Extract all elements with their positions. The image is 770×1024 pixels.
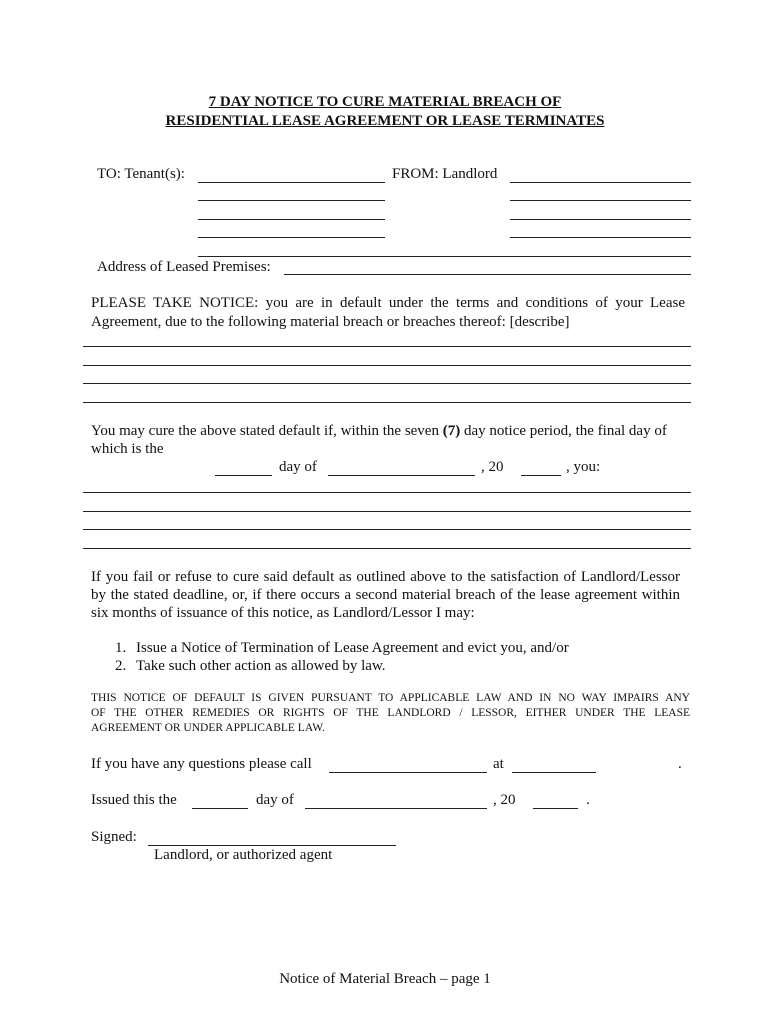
breach-description-line-1[interactable]	[83, 346, 691, 347]
cure-day-field[interactable]	[215, 475, 272, 476]
breach-description-line-2[interactable]	[83, 365, 691, 366]
signature-label: Signed:	[91, 829, 137, 845]
landlord-name-field-4[interactable]	[510, 237, 691, 238]
cure-year-field[interactable]	[521, 475, 561, 476]
landlord-name-field-3[interactable]	[510, 219, 691, 220]
issued-year-field[interactable]	[533, 808, 578, 809]
issued-year-prefix: , 20	[493, 792, 516, 808]
page-footer: Notice of Material Breach – page 1	[279, 971, 491, 987]
tenant-name-field-1[interactable]	[198, 182, 385, 183]
cure-line-2: which is the	[91, 441, 164, 457]
contact-at-label: at	[493, 756, 504, 772]
cure-line-1-suffix: day notice period, the final day of	[460, 423, 667, 439]
failure-line-1: If you fail or refuse to cure said default as outlined above to the satisfaction of Landlord/Lessor	[91, 569, 680, 585]
document-title-line-1: 7 DAY NOTICE TO CURE MATERIAL BREACH OF	[208, 94, 562, 110]
tenant-name-field-2[interactable]	[198, 200, 385, 201]
issued-label: Issued this the	[91, 792, 177, 808]
cure-days-count: (7)	[442, 423, 461, 439]
breach-description-line-4[interactable]	[83, 402, 691, 403]
notice-line-1: PLEASE TAKE NOTICE: you are in default under the terms and conditions of your Lease	[91, 295, 685, 311]
cure-actions-line-1[interactable]	[83, 492, 691, 493]
cure-actions-line-2[interactable]	[83, 511, 691, 512]
tenant-name-field-4[interactable]	[198, 237, 385, 238]
contact-label: If you have any questions please call	[91, 756, 312, 772]
cure-month-field[interactable]	[328, 475, 475, 476]
premises-label: Address of Leased Premises:	[97, 259, 271, 275]
issued-month-field[interactable]	[305, 808, 487, 809]
contact-phone-field[interactable]	[512, 772, 596, 773]
option-1-number: 1.	[115, 640, 127, 656]
issued-day-field[interactable]	[192, 808, 248, 809]
option-2-text: Take such other action as allowed by law.	[136, 658, 386, 674]
failure-line-2: by the stated deadline, or, if there occurs a second material breach of the lease agreement within	[91, 587, 680, 603]
disclaimer-line-1: THIS NOTICE OF DEFAULT IS GIVEN PURSUANT TO APPLICABLE LAW AND IN NO WAY IMPAIRS ANY	[91, 692, 690, 704]
failure-line-3: six months of issuance of this notice, as Landlord/Lessor I may:	[91, 605, 475, 621]
cure-year-prefix: , 20	[481, 459, 504, 475]
option-2-number: 2.	[115, 658, 127, 674]
tenant-label: TO: Tenant(s):	[97, 166, 185, 182]
cure-you-label: , you:	[566, 459, 601, 475]
landlord-label: FROM: Landlord	[392, 166, 498, 182]
cure-line-1	[91, 423, 667, 440]
issued-period: .	[586, 792, 590, 808]
cure-actions-line-3[interactable]	[83, 529, 691, 530]
issued-day-of-label: day of	[256, 792, 294, 808]
breach-description-line-3[interactable]	[83, 383, 691, 384]
contact-name-field[interactable]	[329, 772, 487, 773]
tenant-name-field-3[interactable]	[198, 219, 385, 220]
cure-line-1-prefix: You may cure the above stated default if, within the seven	[91, 423, 443, 439]
document-title-line-2: RESIDENTIAL LEASE AGREEMENT OR LEASE TERMINATES	[165, 113, 605, 129]
disclaimer-line-2: OF THE OTHER REMEDIES OR RIGHTS OF THE LANDLORD / LESSOR, EITHER UNDER THE LEASE	[91, 707, 690, 719]
cure-actions-line-4[interactable]	[83, 548, 691, 549]
cure-day-of-label: day of	[279, 459, 317, 475]
option-1-text: Issue a Notice of Termination of Lease Agreement and evict you, and/or	[136, 640, 569, 656]
signature-caption: Landlord, or authorized agent	[154, 847, 333, 863]
landlord-name-field-1[interactable]	[510, 182, 691, 183]
premises-address-field[interactable]	[284, 274, 691, 275]
contact-period: .	[678, 756, 682, 772]
signature-field[interactable]	[148, 845, 396, 846]
party-separator-line	[198, 256, 691, 257]
notice-line-2: Agreement, due to the following material breach or breaches thereof: [describe]	[91, 314, 570, 330]
disclaimer-line-3: AGREEMENT OR UNDER APPLICABLE LAW.	[91, 722, 325, 734]
landlord-name-field-2[interactable]	[510, 200, 691, 201]
